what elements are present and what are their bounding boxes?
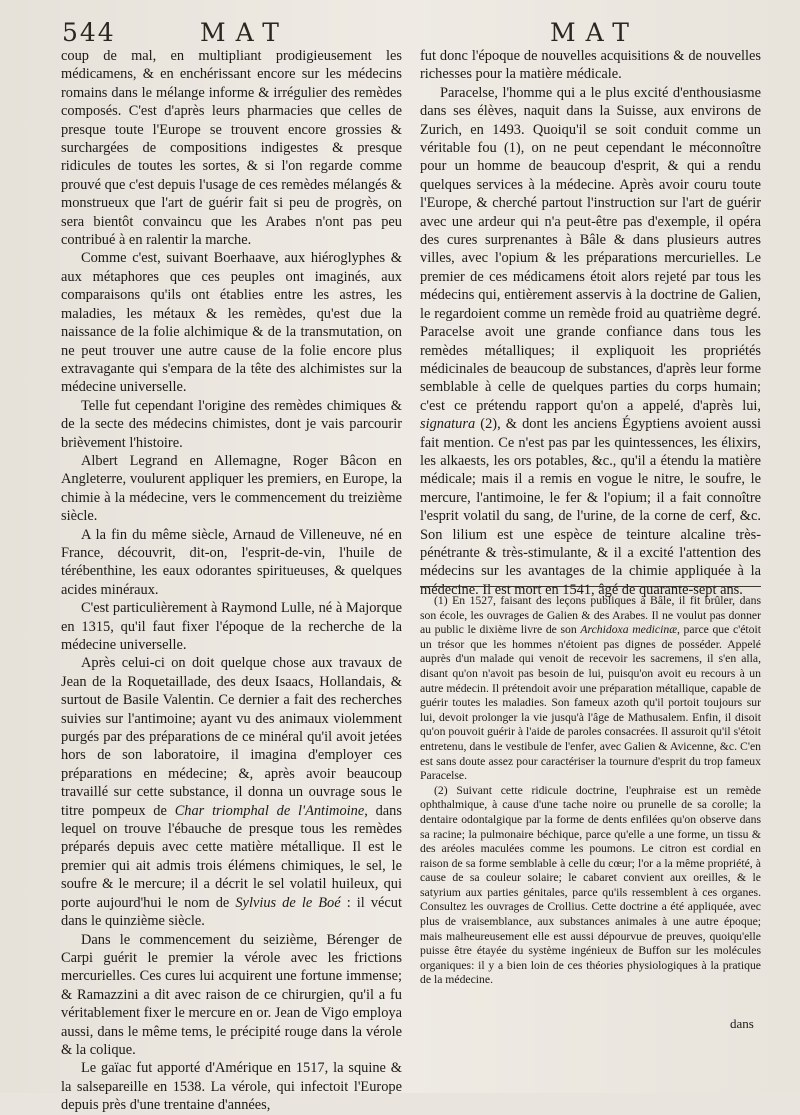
paragraph: fut donc l'époque de nouvelles acquisitions & de nouvelles richesses pour la matière médicale.	[420, 48, 761, 83]
book-title: Archidoxa medicinæ	[580, 623, 677, 637]
paragraph	[420, 84, 761, 599]
page-number: 544	[62, 18, 116, 47]
footnotes	[420, 594, 761, 1034]
footnote-divider	[420, 586, 761, 587]
book-title: Char triomphal de l'Antimoine	[174, 802, 365, 819]
text-run: , parce que c'étoit un trésor que les hommes n'étoient pas dignes de posséder. Appelé auprès d'un malade qui venoit de recevoir les sacremens, il s'en alla, disant qu'on n'avoit pas besoin de lui, puisqu'on avoit eu recours à un autre médecin. Il prétendoit avoir une préparation métallique, capable de guérir toutes les maladies. Son fameux azoth qu'il portoit toujours sur lui, devoit prolonger la vie jusqu'à l'âge de Mathusalem. Enfin, il disoit qu'on pouvoit guérir à l'aide de paroles consacrées. Il assuroit qu'il s'étoit entretenu, dans le vestibule de l'enfer, avec Galien & Avicenne, &c. C'en est sans doute assez pour caractériser la tournure d'esprit du trop fameux Paracelse.	[420, 623, 762, 783]
catchword: dans	[730, 1016, 754, 1031]
paragraph: Comme c'est, suivant Boerhaave, aux hiéroglyphes & aux métaphores que ces peuples ont imaginés, aux comparaisons qu'ils ont établies entre les astres, les maladies, les métaux & les remèdes, qu'est due la naissance de la folie alchimique & de la transmutation, on ne peut trouver une autre cause de la folie encore plus extravagante qui s'empara de la tête des alchimistes sur la médecine universelle.	[61, 250, 402, 396]
paragraph: A la fin du même siècle, Arnaud de Villeneuve, né en France, découvrit, dit-on, l'esprit-de-vin, l'huile de térébenthine, les eaux odorantes spiritueuses, & quelques acides minéraux.	[61, 526, 402, 598]
text-run: : il vécut dans le quinzième siècle.	[61, 894, 402, 930]
paragraph: coup de mal, en multipliant prodigieusement les médicamens, & en enchérissant encore sur les médecins romains dans le mélange informe & irrégulier des remèdes composés. C'est d'après leurs pharmacies que celles de presque toute l'Europe se trouvent encore grossies & surchargées de compositions indigestes & presque ridicules de toutes les sortes, & si l'on regarde comme prouvé que c'est depuis l'usage de ces remèdes mélangés & monstrueux que l'art de guérir fait si peu de progrès, on sera bientôt convaincu que les Arabes n'ont pas peu contribué à en ralentir la marche.	[61, 48, 402, 249]
text-run: (2), & dont les anciens Égyptiens avoient aussi fait mention. Ce n'est pas par les quintessences, les élixirs, les alkaests, les ors potables, &c., qu'il a étendu la matière médicale; mais il a remis en vogue le nitre, le soufre, le mercure, l'antimoine, le fer & l'opium; il a fait connoître l'esprit volatil du sang, de l'urine, de la corne de cerf, &c. Son lilium est une espèce de teinture alcaline très-pénétrante & très-stimulante, & il a excité l'attention des médecins sur les avantages de la chimie appliquée à la médecine. Il est mort en 1541, âgé de quarante-sept ans.	[420, 416, 761, 598]
paragraph: C'est particulièrement à Raymond Lulle, né à Majorque en 1315, qu'il faut fixer l'époque de la recherche de la médecine universelle.	[61, 600, 402, 653]
latin-term: signatura	[420, 416, 476, 433]
paragraph: Telle fut cependant l'origine des remèdes chimiques & de la secte des médecins chimistes, dont je vais parcourir brièvement l'histoire.	[61, 397, 402, 451]
paragraph	[61, 654, 402, 930]
person-name: Sylvius de le Boé	[235, 894, 341, 911]
paragraph: Albert Legrand en Allemagne, Roger Bâcon en Angleterre, voulurent appliquer les premiers, en Europe, la chimie à la médecine, vers le commencement du treizième siècle.	[61, 452, 402, 525]
left-text-column	[61, 47, 402, 1114]
text-run: (1) En 1527, faisant des leçons publiques à Bâle, il fit brûler, dans son école, les ouvrages de Galien & des Arabes. Il ne voulut pas donner au public le dixième livre de son	[420, 594, 761, 637]
footnote-2: (2) Suivant cette ridicule doctrine, l'euphraise est un remède ophthalmique, à cause d'une tache noire ou prunelle de sa corolle; la dentaire odontalgique par la forme de dents enfilées qu'on observe dans sa racine; la pulmonaire béchique, parce qu'elle a une forme, un tissu & des aréoles maculées comme les poumons. Le citron est cordial en raison de sa forme semblable à celle du cœur; l'or a la même propriété, à cause de sa couleur solaire; le cabaret convient aux oreilles, & le satyrium aux parties génitales, parce qu'ils ressemblent à ces organes. Consultez les ouvrages de Crollius. Cette doctrine a été appliquée, avec plus de vraisemblance, aux substances animales à une autre époque; mais malheureusement elle est aussi dépourvue de preuves, quoiqu'elle puisse être étayée du système ingénieux de Buffon sur les molécules organiques: il y a bien loin de ces théories physiologiques à la pratique de la médecine.	[420, 783, 761, 987]
text-run: Paracelse, l'homme qui a le plus excité d'enthousiasme dans ses élèves, naquit dans la Suisse, aux environs de Zurich, en 1493. Quoiqu'il se soit conduit comme un véritable fou (1), on ne peut cependant le méconnoître pour un homme de beaucoup d'esprit, & qui a rendu quelques services à la médecine. Après avoir couru toute l'Europe, & cherché partout l'instruction sur l'art de guérir avec une ardeur qui n'a peut-être pas d'exemple, il opéra des cures surprenantes à Bâle & dans plusieurs autres villes, avec l'opium & les préparations mercurielles. Le premier de ces médicamens étoit alors rejeté par tous les médecins qui, entièrement asservis à la doctrine de Galien, le regardoient comme un remède froid au quatrième degré. Paracelse avoit une grande confiance dans tous les remèdes métalliques; il expliquoit les propriétés médicinales de beaucoup de substances, d'après leur forme semblable à celle de quelques parties du corps humain; c'est ce prétendu rapport qu'on a appelé, d'après lui,	[420, 84, 761, 414]
right-text-column	[420, 47, 761, 598]
paragraph: Dans le commencement du seizième, Bérenger de Carpi guérit le premier la vérole avec les frictions mercurielles. Ces cures lui acquirent une fortune immense; & Ramazzini a dit avec raison de ce chirurgien, qu'il a fu véritablement fixer le mercure en or. Jean de Vigo employa aussi, dans le même tems, le précipité rouge dans la vérole & la colique.	[61, 931, 402, 1058]
text-run: Après celui-ci on doit quelque chose aux travaux de Jean de la Roquetaillade, des deux Isaacs, Hollandais, & surtout de Basile Valentin. Ce dernier a fait des recherches suivies sur l'antimoine; ayant vu des animaux violemment purgés par des préparations de ce minéral qu'il avoit jetées hors de son laboratoire, il imagina d'employer ces préparations en médecine; &, après avoir beaucoup travaillé sur cette substance, il donna un ouvrage sous le titre pompeux de	[61, 655, 402, 819]
running-head-right: MAT	[550, 18, 639, 47]
text-run: , dans lequel on trouve l'ébauche de presque tous les remèdes préparés depuis avec cette matière métallique. Il est le premier qui ait admis trois élémens chimiques, le sel, le soufre & le mercure; il a décrit le sel volatil huileux, qui porte aujourd'hui le nom de	[61, 802, 402, 911]
footnote-1	[420, 594, 761, 784]
running-head-left: MAT	[200, 18, 289, 47]
paragraph: Le gaïac fut apporté d'Amérique en 1517, la squine & la salsepareille en 1538. La vérole, qui infectoit l'Europe depuis près d'une trentaine d'années,	[61, 1060, 402, 1114]
